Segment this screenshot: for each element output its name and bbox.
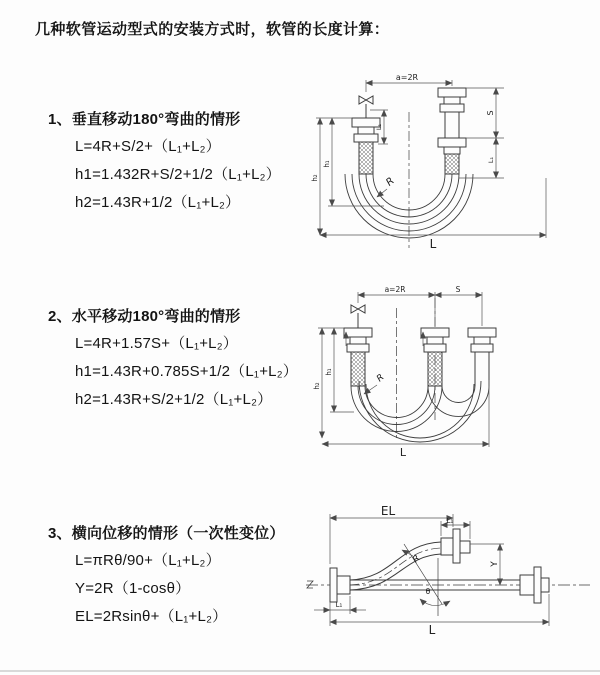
valve-icon [351,305,365,328]
hose-u-arcs [351,381,489,442]
valve-icon [359,96,373,118]
label-h1: h₁ [323,160,331,168]
label-l1-left: L₁ [375,123,383,131]
section-1-formulas [48,138,308,212]
dimension-s-l1-right [459,88,504,178]
formula-line: h2=1.43R+S/2+1/2（L₁+L₂） [75,391,273,408]
label-s: S [455,285,461,294]
formula-line: h1=1.432R+S/2+1/2（L₁+L₂） [75,166,281,183]
label-l: L [429,237,437,251]
page-title: 几种软管运动型式的安装方式时，软管的长度计算： [35,21,390,38]
label-a2r: a=2R [395,73,419,82]
formula-line: L=πRθ/90+（L₁+L₂） [75,552,221,569]
label-l1-top: L₁ [446,517,454,525]
label-h2: h₂ [313,382,321,390]
section-1 [48,108,308,222]
dimension-l [322,380,489,447]
mid-fitting [421,328,449,352]
diagram-vertical-180-bend [306,66,592,262]
label-r: R [375,372,387,385]
formula-line: EL=2Rsinθ+（L₁+L₂） [75,608,228,625]
section-3 [48,522,308,636]
section-2-heading: 2、水平移动180°弯曲的情形 [48,308,241,325]
right-flange [520,567,549,603]
page-bottom-edge [0,670,600,672]
label-l: L [428,623,436,637]
label-r: R [411,553,423,566]
formula-line: L=4R+1.57S+（L₁+L₂） [75,335,238,352]
label-a2r: a=2R [384,285,406,294]
formula-line: h2=1.43R+1/2（L₁+L₂） [75,194,241,211]
right-fitting-top [438,88,466,112]
hose-curved-position [350,542,441,590]
label-y: Y [490,561,500,567]
label-l: L [399,446,407,459]
right-fitting-mid [438,138,466,154]
centerline-break-mark [307,581,313,588]
label-h1: h₁ [325,368,333,376]
label-theta: θ [425,587,431,596]
formula-line: Y=2R（1-cosθ） [75,580,191,597]
braided-hose-right [445,154,459,174]
right-fitting [468,328,496,352]
label-h2: h₂ [311,174,319,182]
section-1-heading: 1、垂直移动180°弯曲的情形 [48,111,241,128]
section-2-formulas [48,335,308,409]
diagram-horizontal-180-bend [306,280,592,462]
section-3-heading: 3、横向位移的情形（一次性变位） [48,525,285,542]
dimension-l [320,175,546,238]
braided-hose-mid [428,352,442,386]
left-flange [330,568,350,602]
label-r: R [384,175,397,189]
left-fitting [344,328,372,352]
label-l1-left: L₁ [335,601,343,609]
section-3-formulas [48,552,308,626]
braided-hose-left [359,142,373,174]
formula-line: L=4R+S/2+（L₁+L₂） [75,138,221,155]
label-el: EL [380,504,396,518]
braided-hose-left [351,352,365,386]
section-2 [48,305,308,419]
upper-flange [441,529,470,563]
formula-line: h1=1.43R+0.785S+1/2（L₁+L₂） [75,363,298,380]
label-l1-right: L₁ [487,156,495,164]
dimension-el [330,514,453,564]
dimension-a2r-s [358,292,482,326]
diagram-lateral-displacement [298,498,600,658]
label-s: S [486,110,495,116]
